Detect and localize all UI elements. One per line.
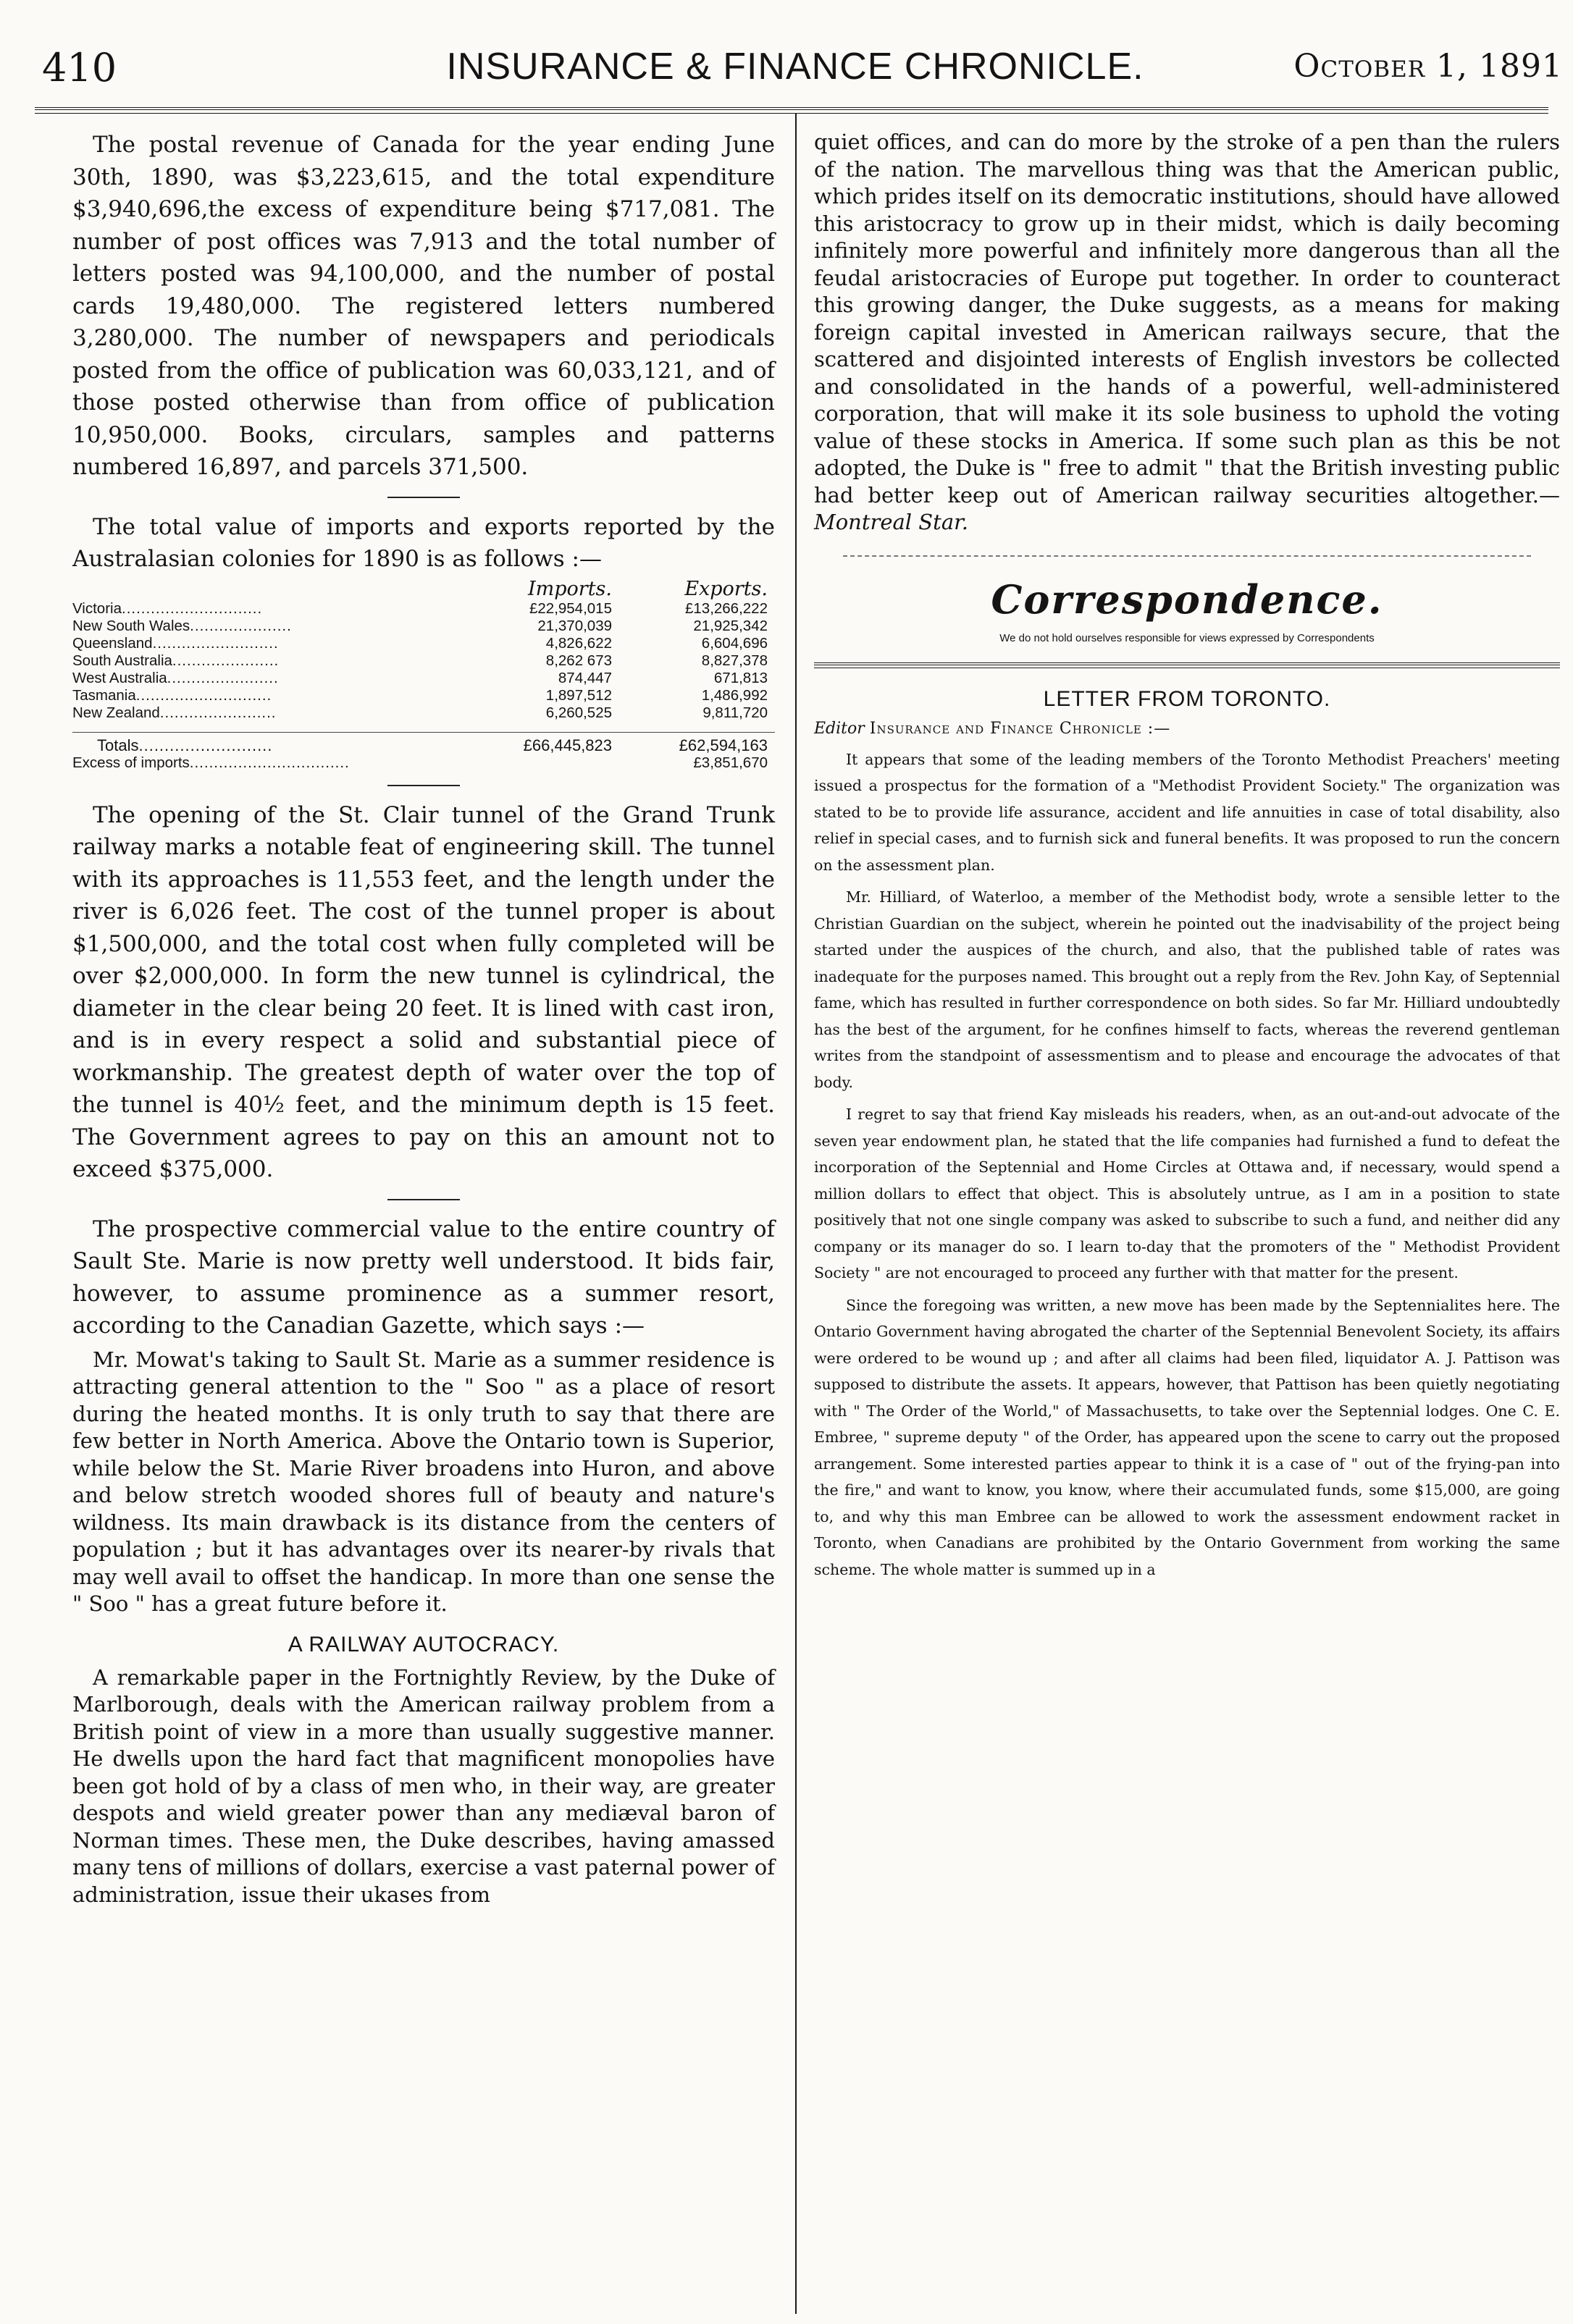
excess-label: Excess of imports	[72, 754, 190, 771]
totals-imports: £66,445,823	[463, 732, 619, 754]
exports-value: 671,813	[713, 669, 768, 686]
excess-row: Excess of imports................................. £3,851,670	[72, 754, 775, 772]
running-head	[28, 45, 1563, 88]
salutation-publication: Insurance and Finance Chronicle :—	[869, 719, 1171, 738]
railway-source: Montreal Star.	[814, 510, 968, 534]
imports-value: 4,826,622	[545, 634, 612, 652]
exports-value: 1,486,992	[701, 686, 768, 704]
colony-name: New South Wales	[72, 617, 190, 634]
colony-name: West Australia	[72, 669, 167, 686]
section-separator	[843, 555, 1531, 557]
section-separator	[387, 497, 460, 498]
issue-date: October 1, 1891	[1293, 48, 1563, 85]
exports-value: £13,266,222	[684, 599, 768, 617]
publication-title: INSURANCE & FINANCE CHRONICLE.	[446, 46, 1144, 88]
exports-value: 21,925,342	[693, 617, 768, 634]
colony-name: New Zealand	[72, 704, 160, 721]
correspondence-notice: We do not hold ourselves responsible for views expressed by Correspondents	[999, 631, 1375, 644]
exports-value: 8,827,378	[701, 652, 768, 669]
tunnel-paragraph: The opening of the St. Clair tunnel of the Grand Trunk railway marks a notable feat of engineering skill. The tunnel with its approaches is 11,553 feet, and the length under the river is 6,026 feet. The cost of the tunnel proper is about $1,500,000, and the total cost when fully completed will be over $2,000,000. In form the new tunnel is cylindrical, the diameter in the clear being 20 feet. It is lined with cast iron, and is in every respect a solid and substantial piece of workmanship. The greatest depth of water over the top of the tunnel is 40½ feet, and the minimum depth is 15 feet. The Government agrees to pay on this an amount not to exceed $375,000.	[72, 801, 775, 1182]
letter-paragraph: Mr. Hilliard, of Waterloo, a member of the Methodist body, wrote a sensible letter to the Christian Guardian on the subject, wherein he pointed out the inadvisability of the project being started under the auspices of the church, and also, that the published table of rates was inadequate for the purposes named. This brought out a reply from the Rev. John Kay, of Septennial fame, which has resulted in further correspondence on both sides. So far Mr. Hilliard undoubtedly has the best of the argument, for he confines himself to facts, whereas the reverend gentleman writes from the standpoint of assessmentism and to please and encourage the advocates of that body.	[814, 888, 1560, 1091]
table-row: New Zealand........................ 6,260,525 9,811,720	[72, 704, 775, 722]
page-number: 410	[42, 45, 117, 90]
postal-revenue-paragraph: The postal revenue of Canada for the year ending June 30th, 1890, was $3,223,615, and the total expenditure $3,940,696,the excess of expenditure being $717,081. The number of post offices was 7,913 and the total number of letters posted was 94,100,000, and the number of postal cards 19,480,000. The registered letters numbered 3,280,000. The number of newspapers and periodicals posted from the office of publication was 60,033,121, and of those posted otherwise than from office of publication 10,950,000. Books, circulars, samples and patterns numbered 16,897, and parcels 371,500.	[72, 132, 775, 480]
letter-paragraph: It appears that some of the leading members of the Toronto Methodist Preachers' meeting issued a prospectus for the formation of a "Methodist Provident Society." The organization was stated to be to provide life assurance, accident and life annuities in case of total disability, also relief in special cases, and to furnish sick and funeral benefits. It was proposed to run the concern on the assessment plan.	[814, 750, 1560, 874]
table-row: South Australia...................... 8,262 673 8,827,378	[72, 652, 775, 670]
table-row: Queensland.......................... 4,826,622 6,604,696	[72, 635, 775, 652]
table-row: Tasmania............................ 1,897,512 1,486,992	[72, 687, 775, 704]
imports-value: £22,954,015	[529, 599, 612, 617]
railway-paragraph: A remarkable paper in the Fortnightly Review, by the Duke of Marlborough, deals with the American railway problem from a British point of view in a more than usually suggestive manner. He dwells upon the hard fact that magnificent monopolies have been got hold of by a class of men who, in their way, are greater despots and wield greater power than any mediæval baron of Norman times. These men, the Duke describes, having amassed many tens of millions of dollars, exercise a vast paternal power of administration, issue their ukases from	[72, 1664, 775, 1907]
left-column	[72, 129, 775, 1908]
table-row: West Australia....................... 874,447 671,813	[72, 670, 775, 687]
letter-paragraph: Since the foregoing was written, a new move has been made by the Septennialites here. The Ontario Government having abrogated the charter of the Septennial Benevolent Society, its affairs were ordered to be wound up ; and after all claims had been filed, liquidator A. J. Pattison was supposed to distribute the assets. It appears, however, that Pattison has been quietly negotiating with " The Order of the World," of Massachusetts, to take over the Septennial lodges. One C. E. Embree, " supreme deputy " of the Order, has appeared upon the scene to carry out the proposed arrangement. Some interested parties appear to think it is a case of " out of the frying-pan into the fire," and want to know, you know, where their accumulated funds, some $15,000, are going to, and why this man Embree can be allowed to work the assessment endowment racket in Toronto, when Canadians are prohibited by the Ontario Government from working the same scheme. The whole matter is summed up in a	[814, 1296, 1560, 1578]
salutation	[814, 716, 1560, 742]
colony-name: Queensland	[72, 634, 153, 652]
railway-continued-paragraph: quiet offices, and can do more by the stroke of a pen than the rulers of the nation. The marvellous thing was that the American public, which prides itself on its democratic institutions, should have allowed this aristocracy to grow up in their midst, which is daily becoming infinitely more powerful and infinitely more dangerous than all the feudal aristocracies of Europe put together. In order to counteract this growing danger, the Duke suggests, as a means for making foreign capital invested in American railways secure, that the scattered and disjointed interests of English investors be collected and consolidated in the hands of a powerful, well-administered corporation, that will make it its sole business to uphold the voting value of these stocks in America. If some such plan as this be not adopted, the Duke is " free to admit " that the British investing public had better keep out of American railway securities altogether.—	[814, 130, 1560, 508]
totals-row: Totals.......................... £66,445,823 £62,594,163	[72, 732, 775, 754]
header-rule	[35, 107, 1548, 114]
letter-title: LETTER FROM TORONTO.	[1043, 686, 1331, 711]
right-column	[814, 129, 1560, 1588]
correspondence-rule	[814, 662, 1560, 668]
section-separator	[387, 1199, 460, 1200]
correspondence-title: Correspondence.	[991, 576, 1383, 623]
totals-exports: £62,594,163	[619, 732, 775, 754]
letter-paragraph: I regret to say that friend Kay misleads his readers, when, as an out-and-out advocate of the seven year endowment plan, he stated that the life companies had furnished a fund to defeat the incorporation of the Septennial and Home Circles at Ottawa and, if necessary, would spend a million dollars to effect that object. This is absolutely untrue, as I am in a position to state positively that not one single company was asked to subscribe to such a fund, and neither did any company or its manager do so. I learn to-day that the promoters of the " Methodist Provident Society " are not encouraged to proceed any further with that matter for the present.	[814, 1106, 1560, 1281]
column-divider	[795, 113, 797, 2314]
imports-column-header: Imports.	[527, 577, 612, 600]
imports-value: 874,447	[558, 669, 612, 686]
imports-value: 21,370,039	[537, 617, 612, 634]
excess-exports: £3,851,670	[693, 754, 768, 771]
exports-value: 9,811,720	[702, 704, 768, 721]
sault-paragraph: The prospective commercial value to the entire country of Sault Ste. Marie is now pretty well understood. It bids fair, however, to assume prominence as a summer resort, according to the Canadian Gazette, which says :—	[72, 1216, 775, 1339]
totals-label: Totals	[97, 736, 139, 754]
exports-value: 6,604,696	[701, 634, 768, 652]
imports-value: 6,260,525	[545, 704, 612, 721]
railway-heading: A RAILWAY AUTOCRACY.	[288, 1632, 560, 1656]
colony-name: South Australia	[72, 652, 172, 669]
table-row: New South Wales..................... 21,370,039 21,925,342	[72, 618, 775, 635]
trade-intro-paragraph: The total value of imports and exports reported by the Australasian colonies for 1890 is as follows :—	[72, 513, 775, 572]
sault-quote: Mr. Mowat's taking to Sault St. Marie as a summer residence is attracting general attention to the " Soo " as a place of resort during the heated months. It is only truth to say that there are few better in North America. Above the Ontario town is Superior, while below the St. Marie River broadens into Huron, and above and below stretch wooded shores full of beauty and nature's wildness. Its main drawback is its distance from the centers of population ; but it has advantages over its nearer-by rivals that may well avail to offset the handicap. In more than one sense the " Soo " has a great future before it.	[72, 1347, 775, 1616]
salutation-editor: Editor	[814, 719, 865, 738]
colony-name: Tasmania	[72, 686, 136, 704]
exports-column-header: Exports.	[684, 577, 768, 600]
imports-value: 8,262 673	[545, 652, 612, 669]
table-row: Victoria............................. £22,954,015 £13,266,222	[72, 600, 775, 618]
section-separator	[387, 785, 460, 786]
trade-table	[72, 578, 775, 772]
colony-name: Victoria	[72, 599, 122, 617]
imports-value: 1,897,512	[545, 686, 612, 704]
